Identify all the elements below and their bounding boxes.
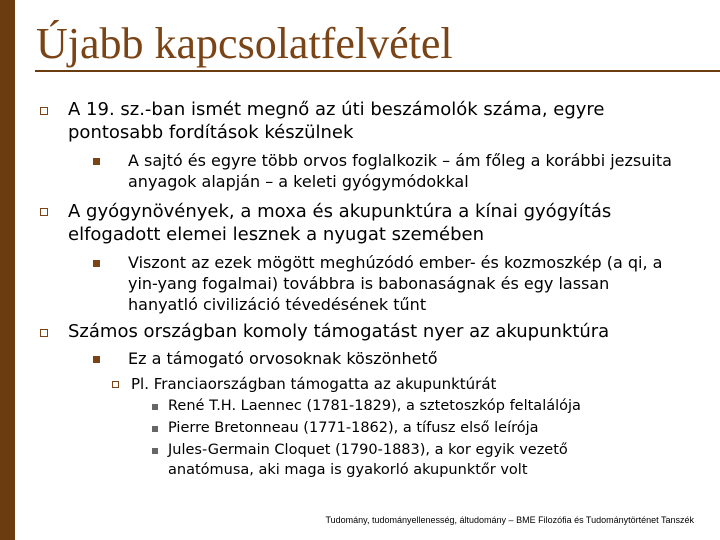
title-rule — [35, 70, 720, 72]
bullet-1: A 19. sz.-ban ismét megnő az úti beszámolók száma, egyre pontosabb fordítások készülnek — [68, 99, 605, 143]
bullet-2: A gyógynövények, a moxa és akupunktúra a kínai gyógyítás elfogadott elemei lesznek a nyugat szemében — [68, 201, 612, 245]
list-marker-icon — [152, 404, 158, 410]
bullet-1-1: A sajtó és egyre több orvos foglalkozik – ám főleg a korábbi jezsuita anyagok alapján – a keleti gyógymódokkal — [128, 151, 672, 191]
bullet-marker-icon — [40, 107, 48, 115]
slide-title: Újabb kapcsolatfelvétel — [36, 19, 453, 68]
bullet-3-1-1-2: Pierre Bretonneau (1771-1862), a tífusz első leírója — [168, 420, 539, 436]
bullet-3-1-1-1: René T.H. Laennec (1781-1829), a sztetoszkóp feltalálója — [168, 398, 581, 414]
slide-footer: Tudomány, tudományellenesség, áltudomány – BME Filozófia és Tudománytörténet Tanszék — [325, 515, 694, 525]
bullet-marker-icon — [40, 208, 48, 216]
bullet-3-1-1: Pl. Franciaországban támogatta az akupunktúrát — [131, 375, 497, 393]
title-rule-left — [0, 70, 15, 72]
bullet-marker-icon — [40, 329, 48, 337]
left-accent-bar — [0, 0, 15, 540]
sub-bullet-marker-icon — [93, 356, 100, 363]
bullet-3-1: Ez a támogató orvosoknak köszönhető — [128, 349, 438, 368]
bullet-2-1: Viszont az ezek mögött meghúzódó ember- és kozmoszkép (a qi, a yin-yang fogalmai) továbbra is babonaságnak és egy lassan hanyatló civilizáció tévedésének tűnt — [128, 253, 663, 314]
sub-bullet-marker-icon — [93, 260, 100, 267]
list-marker-icon — [152, 448, 158, 454]
sub-bullet-marker-icon — [93, 158, 100, 165]
sub-sub-bullet-marker-icon — [112, 381, 119, 388]
bullet-3-1-1-3: Jules-Germain Cloquet (1790-1883), a kor egyik vezető anatómusa, aki maga is gyakorló akupunktőr volt — [168, 442, 568, 478]
bullet-3: Számos országban komoly támogatást nyer az akupunktúra — [68, 321, 610, 342]
list-marker-icon — [152, 426, 158, 432]
